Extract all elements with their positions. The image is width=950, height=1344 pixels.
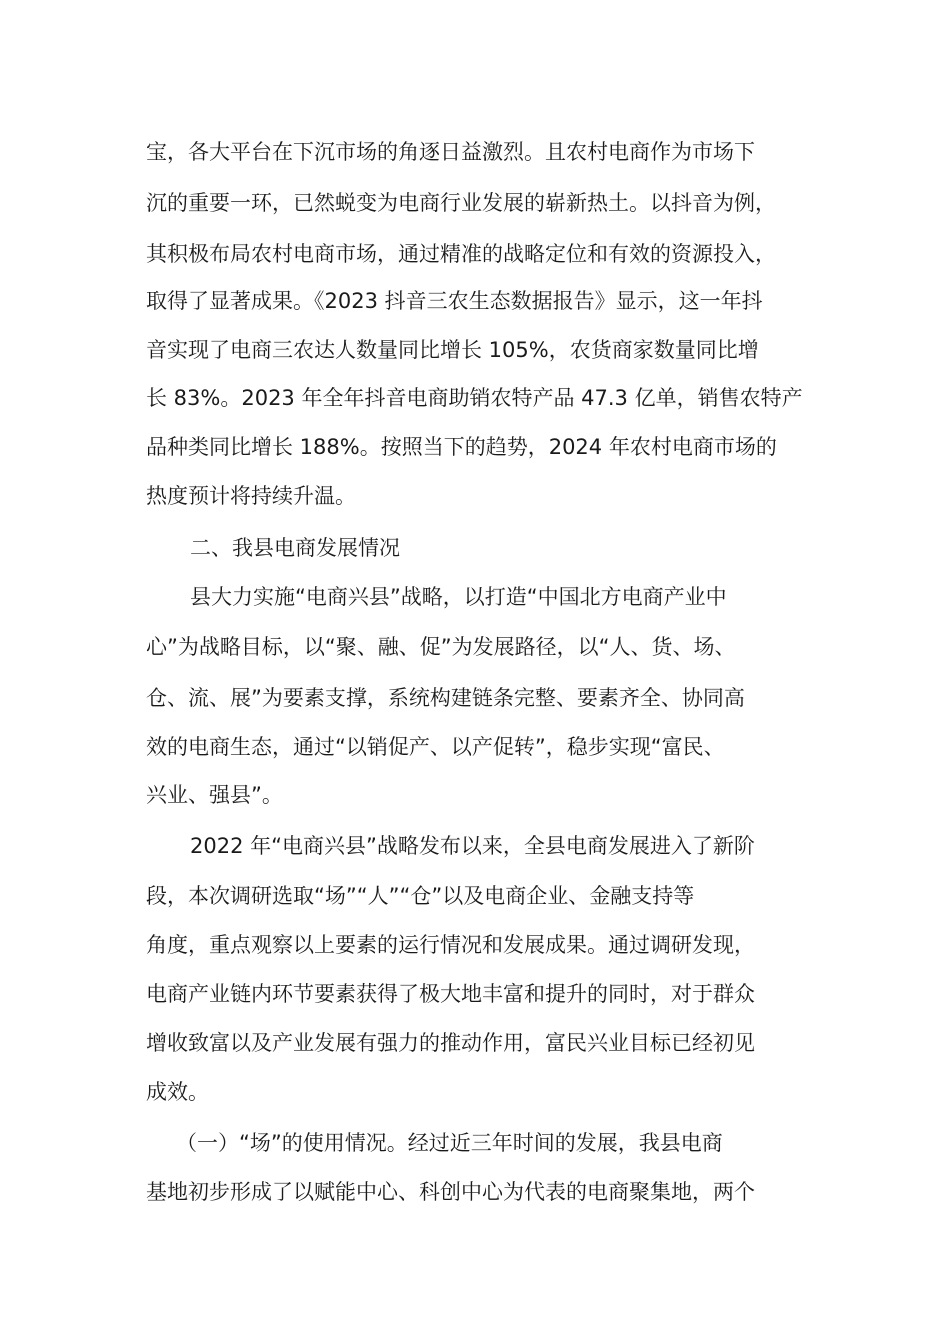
text-line: 段，本次调研选取“场”“人”“仓”以及电商企业、金融支持等 xyxy=(146,884,695,908)
text-line: 效的电商生态，通过“以销促产、以产促转”，稳步实现“富民、 xyxy=(146,735,725,759)
text-line: 县大力实施“电商兴县”战略，以打造“中国北方电商产业中 xyxy=(190,585,727,609)
text-line: 长 83%。2023 年全年抖音电商助销农特产品 47.3 亿单，销售农特产 xyxy=(146,386,803,410)
text-line: 电商产业链内环节要素获得了极大地丰富和提升的同时，对于群众 xyxy=(146,982,755,1006)
text-line: 品种类同比增长 188%。按照当下的趋势，2024 年农村电商市场的 xyxy=(146,435,777,459)
subsection-line: （一）“场”的使用情况。经过近三年时间的发展，我县电商 xyxy=(176,1131,723,1155)
text-line: 取得了显著成果。《2023 抖音三农生态数据报告》显示，这一年抖 xyxy=(146,289,763,313)
text-line: 增收致富以及产业发展有强力的推动作用，富民兴业目标已经初见 xyxy=(146,1031,755,1055)
text-line: 宝，各大平台在下沉市场的角逐日益激烈。且农村电商作为市场下 xyxy=(146,140,755,164)
text-line: 心”为战略目标，以“聚、融、促”为发展路径，以“人、货、场、 xyxy=(146,635,736,659)
text-line: 其积极布局农村电商市场，通过精准的战略定位和有效的资源投入， xyxy=(146,242,776,266)
text-line: 音实现了电商三农达人数量同比增长 105%，农货商家数量同比增 xyxy=(146,338,759,362)
text-line: 成效。 xyxy=(146,1080,209,1104)
section-heading: 二、我县电商发展情况 xyxy=(190,536,400,560)
text-line: 2022 年“电商兴县”战略发布以来，全县电商发展进入了新阶 xyxy=(190,834,755,858)
text-line: 兴业、强县”。 xyxy=(146,783,283,807)
text-line: 基地初步形成了以赋能中心、科创中心为代表的电商聚集地，两个 xyxy=(146,1180,755,1204)
text-line: 沉的重要一环，已然蜕变为电商行业发展的崭新热土。以抖音为例， xyxy=(146,191,776,215)
text-line: 热度预计将持续升温。 xyxy=(146,484,356,508)
text-line: 仓、流、展”为要素支撑，系统构建链条完整、要素齐全、协同高 xyxy=(146,686,745,710)
text-line: 角度，重点观察以上要素的运行情况和发展成果。通过调研发现， xyxy=(146,933,755,957)
